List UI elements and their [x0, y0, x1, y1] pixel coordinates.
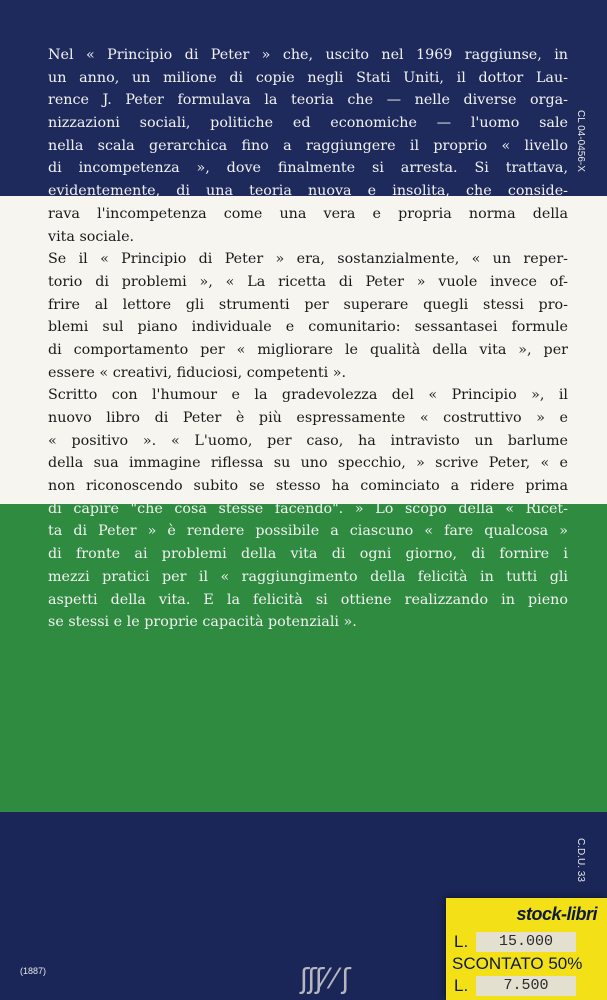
blurb-line: Se il « Principio di Peter » era, sostanzialmente, « un reper-: [48, 251, 568, 268]
sticker-brand: stock-libri: [516, 904, 597, 924]
blurb-line: un anno, un milione di copie negli Stati Uniti, il dottor Lau-: [48, 69, 568, 86]
blurb-line: nizzazioni sociali, politiche ed economiche — l'uomo sale: [48, 115, 568, 132]
discounted-price: 7.500: [476, 976, 576, 996]
blurb-line: di comportamento per « migliorare le qualità della vita », per: [48, 341, 568, 358]
blurb-line: essere « creativi, fiduciosi, competenti ».: [48, 364, 347, 381]
blurb-line: non riconoscendo subito se stesso ha cominciato a ridere prima: [48, 478, 568, 495]
discount-label: SCONTATO 50%: [452, 954, 583, 973]
catalog-code: CL 04-0456-X: [575, 110, 586, 172]
blurb-line: nuovo libro di Peter è più espressamente « costruttivo » e: [48, 410, 568, 426]
blurb-line: della sua immagine riflessa su uno specchio, » scrive Peter, « e: [48, 455, 568, 472]
blurb-line: di fronte ai problemi della vita di ogni giorno, di fornire i: [48, 546, 568, 563]
blurb-line: Scritto con l'humour e la gradevolezza del « Principio », il: [48, 387, 568, 404]
blurb-line: ta di Peter » è rendere possibile a ciascuno « fare qualcosa »: [48, 523, 568, 540]
blurb-line: rence J. Peter formulava la teoria che — nelle diverse orga-: [48, 92, 568, 109]
blurb-line: aspetti della vita. E la felicità si ottiene realizzando in pieno: [48, 591, 568, 608]
handwritten-mark: ʃʃʃ⁄ ⁄ ʃ: [300, 962, 349, 995]
print-reference: (1887): [20, 966, 47, 976]
blurb-line: frire al lettore gli strumenti per superare quegli stessi pro-: [48, 296, 568, 313]
blurb-line: torio di problemi », « La ricetta di Peter » vuole invece of-: [48, 273, 568, 290]
price-sticker: [446, 898, 607, 1000]
currency-label-2: L.: [454, 976, 469, 995]
original-price: 15.000: [476, 932, 576, 952]
blurb-line: di capire "che cosa stesse facendo". » Lo scopo della « Ricet-: [48, 500, 568, 517]
blurb-line: rava l'incompetenza come una vera e propria norma della: [48, 205, 568, 222]
blurb-text: [48, 44, 568, 634]
blurb-line: di incompetenza », dove finalmente si arresta. Si trattava,: [48, 160, 568, 177]
blurb-line: se stessi e le proprie capacità potenziali ».: [48, 614, 357, 631]
blurb-line: Nel « Principio di Peter » che, uscito nel 1969 raggiunse, in: [48, 47, 568, 63]
series-code: C.D.U. 33: [575, 838, 586, 882]
blurb-line: blemi sul piano individuale e comunitario: sessantasei formule: [48, 319, 568, 336]
blurb-line: evidentemente, di una teoria nuova e insolita, che conside-: [48, 183, 568, 200]
blurb-line: nella scala gerarchica fino a raggiungere il proprio « livello: [48, 137, 568, 154]
blurb-line: « positivo ». « L'uomo, per caso, ha intravisto un barlume: [48, 432, 568, 449]
currency-label: L.: [454, 932, 469, 951]
blurb-line: mezzi pratici per il « raggiungimento della felicità in tutti gli: [48, 568, 568, 585]
blurb-line: vita sociale.: [48, 228, 135, 245]
